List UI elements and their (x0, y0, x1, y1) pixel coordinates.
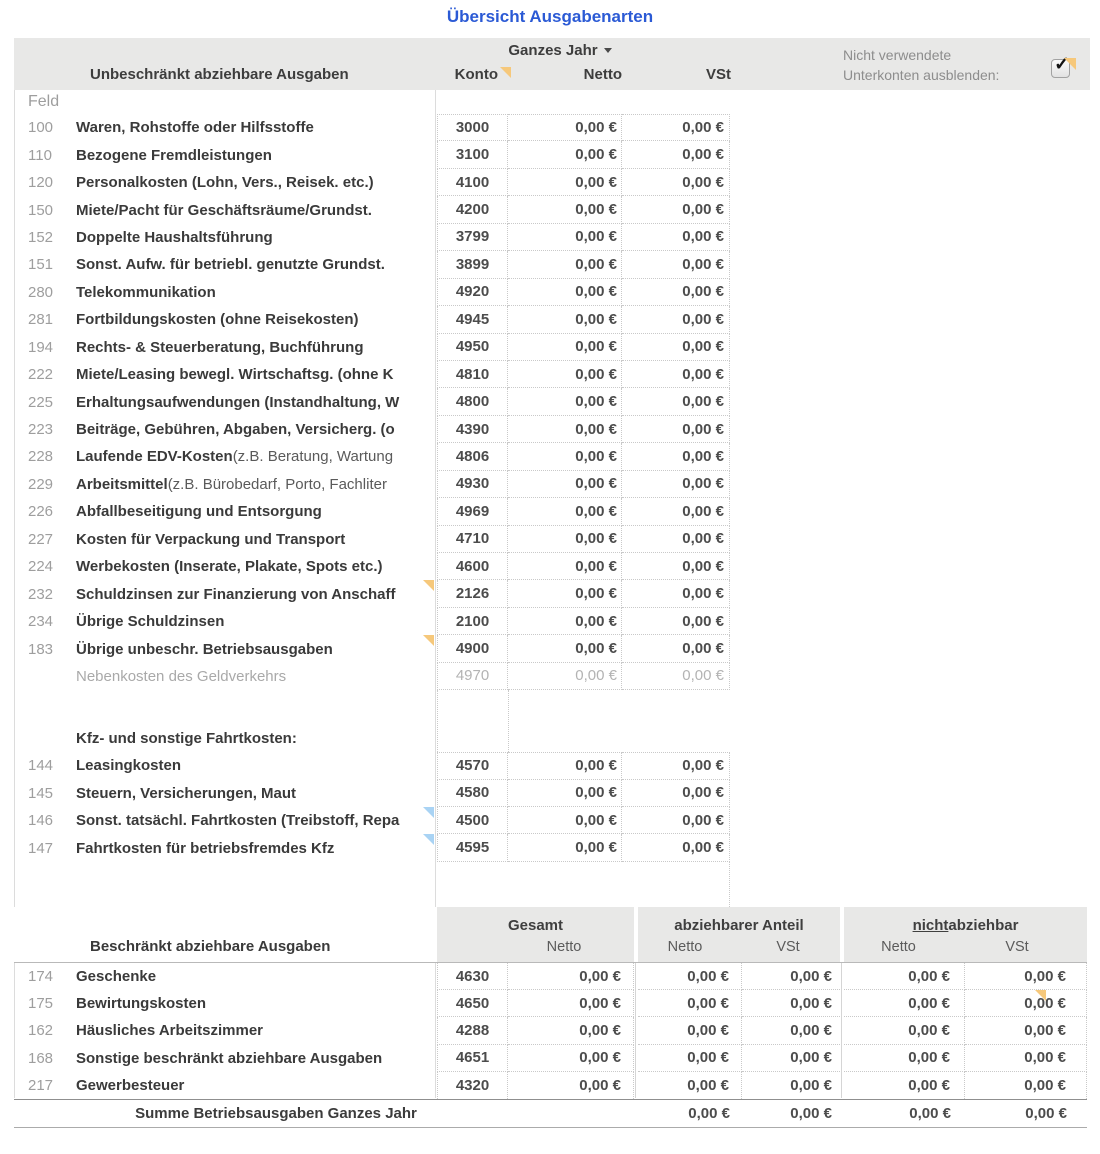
expense-label-text: Rechts- & Steuerberatung, Buchführung (76, 338, 364, 356)
nicht-netto-cell[interactable]: 0,00 € (844, 1017, 965, 1044)
konto-cell[interactable]: 4800 (437, 388, 508, 415)
netto-cell[interactable]: 0,00 € (508, 580, 622, 607)
comment-marker-icon (423, 834, 434, 845)
konto-cell[interactable]: 4390 (437, 416, 508, 443)
konto-cell[interactable]: 3100 (437, 141, 508, 168)
summary-nicht-vst: 0,00 € (1025, 1104, 1067, 1122)
expense-label-text: Telekommunikation (76, 283, 216, 301)
expense-label (62, 334, 437, 361)
expense-label (62, 963, 437, 990)
feld-number: 183 (28, 640, 54, 658)
expense-label-text: Doppelte Haushaltsführung (76, 228, 273, 246)
expense-label (62, 780, 437, 807)
gesamt-netto-cell[interactable]: 0,00 € (508, 963, 634, 990)
vst-cell[interactable]: 0,00 € (622, 553, 730, 580)
nicht-word: nicht (912, 917, 949, 934)
table-row (14, 251, 1090, 278)
vst-cell[interactable]: 0,00 € (622, 834, 730, 861)
dotted-divider (729, 862, 730, 907)
konto-cell[interactable]: 4288 (437, 1017, 508, 1044)
expense-label (62, 1017, 437, 1044)
abziehbar-word: abziehbar (948, 917, 1019, 934)
konto-cell[interactable]: 4810 (437, 361, 508, 388)
konto-cell[interactable]: 4900 (437, 635, 508, 662)
konto-cell[interactable]: 4930 (437, 471, 508, 498)
column-group-gesamt: Gesamt (507, 917, 564, 934)
expense-label (62, 361, 437, 388)
subheader-abziehbar-netto: Netto (667, 939, 703, 955)
feld-number: 120 (28, 174, 54, 192)
expense-label (62, 635, 437, 662)
table-row (14, 224, 1090, 251)
feld-number: 145 (28, 784, 54, 802)
expense-label (62, 224, 437, 251)
expense-label-text: Gewerbesteuer (76, 1076, 185, 1094)
expense-label (62, 443, 437, 470)
abziehbar-netto-cell[interactable]: 0,00 € (638, 963, 742, 990)
summary-label: Summe Betriebsausgaben Ganzes Jahr (135, 1104, 417, 1122)
column-group-nicht-abziehbar (844, 907, 1087, 934)
expense-label-text: Sonst. tatsächl. Fahrtkosten (Treibstoff, Repa (76, 812, 400, 830)
konto-cell[interactable]: 4969 (437, 498, 508, 525)
vst-cell[interactable]: 0,00 € (622, 279, 730, 306)
hide-unused-checkbox[interactable] (1051, 54, 1070, 78)
expense-label (62, 663, 437, 690)
vst-cell[interactable]: 0,00 € (622, 306, 730, 333)
column-header-vst: VSt (705, 66, 731, 83)
expense-label-text: Geschenke (76, 968, 157, 986)
hide-unused-line2: Unterkonten ausblenden: (843, 67, 1000, 83)
konto-cell[interactable]: 2100 (437, 608, 508, 635)
table-row (14, 498, 1090, 525)
nicht-netto-cell[interactable]: 0,00 € (844, 1072, 965, 1099)
checkmark-icon: ✓ (1054, 54, 1070, 75)
subheader-nicht-vst: VSt (1005, 939, 1029, 955)
feld-number: 232 (28, 585, 54, 603)
netto-cell[interactable]: 0,00 € (508, 334, 622, 361)
table-row (14, 663, 1090, 690)
feld-number: 175 (28, 995, 54, 1013)
feld-number: 280 (28, 283, 54, 301)
konto-cell[interactable]: 4650 (437, 990, 508, 1017)
expense-label-text: Abfallbeseitigung und Entsorgung (76, 503, 322, 521)
expense-label-text: Arbeitsmittel (76, 475, 168, 493)
vst-cell[interactable]: 0,00 € (622, 526, 730, 553)
expense-label-text: Kosten für Verpackung und Transport (76, 530, 346, 548)
abziehbar-vst-cell[interactable]: 0,00 € (742, 1017, 840, 1044)
vst-cell[interactable]: 0,00 € (622, 388, 730, 415)
vst-cell[interactable]: 0,00 € (622, 608, 730, 635)
feld-cell (14, 725, 62, 752)
expense-label (62, 141, 437, 168)
feld-number: 227 (28, 530, 54, 548)
section-gap (14, 690, 1090, 725)
table-row (14, 114, 1090, 141)
vst-cell[interactable]: 0,00 € (622, 334, 730, 361)
konto-cell[interactable]: 3799 (437, 224, 508, 251)
netto-cell[interactable]: 0,00 € (508, 114, 622, 141)
table-row (14, 1045, 1087, 1072)
table-row (14, 1072, 1087, 1099)
konto-header-label: Konto (454, 66, 498, 83)
vst-cell[interactable]: 0,00 € (622, 752, 730, 779)
hide-unused-label (843, 45, 999, 85)
comment-marker-icon (423, 635, 434, 646)
vst-cell[interactable]: 0,00 € (622, 780, 730, 807)
expense-label-text: Bezogene Fremdleistungen (76, 146, 272, 164)
konto-cell[interactable]: 2126 (437, 580, 508, 607)
table-row (14, 416, 1090, 443)
feld-number: 217 (28, 1076, 54, 1094)
expense-label (62, 990, 437, 1017)
abziehbar-vst-cell[interactable]: 0,00 € (742, 963, 840, 990)
column-group-abziehbar: abziehbarer Anteil (674, 917, 804, 934)
period-selector[interactable] (460, 42, 660, 59)
expense-label-text: Miete/Pacht für Geschäftsräume/Grundst. (76, 201, 372, 219)
gesamt-netto-cell[interactable]: 0,00 € (508, 990, 634, 1017)
expense-label (62, 834, 437, 861)
expense-label (62, 608, 437, 635)
expense-label-text: Waren, Rohstoffe oder Hilfsstoffe (76, 119, 314, 137)
table-row (14, 196, 1090, 223)
abziehbar-netto-cell[interactable]: 0,00 € (638, 1017, 742, 1044)
gesamt-header-block (437, 907, 634, 962)
table-row (14, 306, 1090, 333)
vst-cell[interactable]: 0,00 € (622, 416, 730, 443)
feld-number (14, 663, 62, 690)
table-row (14, 807, 1090, 834)
kfz-rows (14, 752, 1090, 862)
table-row (14, 1017, 1087, 1044)
expense-label (62, 196, 437, 223)
konto-cell[interactable]: 3000 (437, 114, 508, 141)
table-row (14, 443, 1090, 470)
netto-cell[interactable]: 0,00 € (508, 388, 622, 415)
expense-label (62, 807, 437, 834)
expense-label (62, 169, 437, 196)
table-row (14, 279, 1090, 306)
feld-number: 150 (28, 201, 54, 219)
kfz-section-header-row (14, 725, 1090, 752)
summary-abziehbar-vst: 0,00 € (790, 1104, 832, 1122)
netto-cell[interactable]: 0,00 € (508, 169, 622, 196)
page-title: Übersicht Ausgabenarten (446, 7, 654, 26)
expense-label-text: Sonst. Aufw. für betriebl. genutzte Grundst. (76, 256, 385, 274)
feld-number: 110 (28, 146, 52, 164)
konto-cell[interactable]: 4320 (437, 1072, 508, 1099)
table-row (14, 334, 1090, 361)
feld-number: 151 (28, 256, 54, 274)
netto-cell[interactable]: 0,00 € (508, 361, 622, 388)
konto-cell[interactable]: 4100 (437, 169, 508, 196)
table-row (14, 526, 1090, 553)
konto-cell[interactable]: 4945 (437, 306, 508, 333)
nicht-vst-cell[interactable]: 0,00 € (965, 963, 1087, 990)
subheader-nicht-netto: Netto (881, 939, 916, 955)
abziehbar-vst-cell[interactable]: 0,00 € (742, 990, 840, 1017)
konto-cell[interactable]: 4580 (437, 780, 508, 807)
netto-cell[interactable]: 0,00 € (508, 443, 622, 470)
expense-label-text: Häusliches Arbeitszimmer (76, 1022, 264, 1040)
netto-cell[interactable]: 0,00 € (508, 834, 622, 861)
feld-number: 225 (28, 393, 54, 411)
abziehbar-netto-cell[interactable]: 0,00 € (638, 1072, 742, 1099)
vst-cell[interactable]: 0,00 € (622, 361, 730, 388)
konto-cell[interactable]: 4200 (437, 196, 508, 223)
summary-abziehbar-netto: 0,00 € (688, 1104, 730, 1122)
feld-number: 147 (28, 839, 54, 857)
expense-label-text: Übrige Schuldzinsen (76, 613, 225, 631)
expense-label (62, 251, 437, 278)
feld-number: 223 (28, 421, 54, 439)
comment-marker-icon (423, 807, 434, 818)
vst-cell[interactable]: 0,00 € (622, 196, 730, 223)
abziehbar-netto-cell[interactable]: 0,00 € (638, 1045, 742, 1072)
table-row (14, 963, 1087, 990)
vst-cell[interactable]: 0,00 € (622, 663, 730, 690)
kfz-section-header: Kfz- und sonstige Fahrtkosten: (76, 729, 297, 747)
expense-label (62, 388, 437, 415)
table-row (14, 834, 1090, 861)
netto-cell[interactable]: 0,00 € (508, 196, 622, 223)
subheader-abziehbar-vst: VSt (776, 939, 800, 955)
vst-cell[interactable]: 0,00 € (622, 580, 730, 607)
expense-label (62, 553, 437, 580)
feld-number: 162 (28, 1022, 54, 1040)
table-row (14, 780, 1090, 807)
vst-cell[interactable]: 0,00 € (622, 169, 730, 196)
expense-label-text: Personalkosten (Lohn, Vers., Reisek. etc.) (76, 174, 374, 192)
vst-cell[interactable]: 0,00 € (622, 635, 730, 662)
feld-number: 194 (28, 338, 54, 356)
unrestricted-rows (14, 114, 1090, 690)
summary-nicht-netto: 0,00 € (909, 1104, 951, 1122)
feld-number: 281 (28, 311, 54, 329)
column-header-konto (428, 66, 498, 83)
comment-marker-icon (1035, 990, 1046, 1001)
vst-cell[interactable]: 0,00 € (622, 114, 730, 141)
gesamt-netto-cell[interactable]: 0,00 € (508, 1017, 634, 1044)
table-row (14, 388, 1090, 415)
netto-cell[interactable]: 0,00 € (508, 663, 622, 690)
gesamt-netto-cell[interactable]: 0,00 € (508, 1045, 634, 1072)
konto-cell[interactable]: 4950 (437, 334, 508, 361)
feld-number: 234 (28, 613, 54, 631)
netto-cell[interactable]: 0,00 € (508, 471, 622, 498)
konto-cell[interactable]: 4500 (437, 807, 508, 834)
expense-label (62, 526, 437, 553)
konto-cell[interactable]: 4710 (437, 526, 508, 553)
abziehbar-netto-cell[interactable]: 0,00 € (638, 990, 742, 1017)
netto-cell[interactable]: 0,00 € (508, 553, 622, 580)
konto-cell[interactable]: 4970 (437, 663, 508, 690)
netto-cell[interactable]: 0,00 € (508, 752, 622, 779)
table-row (14, 580, 1090, 607)
column-header-restricted: Beschränkt abziehbare Ausgaben (90, 938, 331, 955)
restricted-expenses-table (14, 907, 1087, 1128)
expense-label (62, 114, 437, 141)
table-row (14, 141, 1090, 168)
expense-label-text: Werbekosten (Inserate, Plakate, Spots etc.) (76, 558, 383, 576)
expense-label-text: Miete/Leasing bewegl. Wirtschaftsg. (ohne K (76, 366, 394, 384)
netto-cell[interactable]: 0,00 € (508, 635, 622, 662)
netto-cell[interactable]: 0,00 € (508, 780, 622, 807)
expense-label (62, 1072, 437, 1099)
expense-label-note: (z.B. Bürobedarf, Porto, Fachliter (167, 475, 387, 493)
expense-label-text: Fahrtkosten für betriebsfremdes Kfz (76, 839, 335, 857)
feld-number: 222 (28, 366, 54, 384)
feld-number: 144 (28, 757, 54, 775)
konto-cell[interactable]: 4595 (437, 834, 508, 861)
expense-label-text: Beiträge, Gebühren, Abgaben, Versicherg. (o (76, 421, 395, 439)
feld-number: 228 (28, 448, 54, 466)
expense-label (62, 306, 437, 333)
nicht-abziehbar-header-block (844, 907, 1087, 962)
expense-label (62, 1045, 437, 1072)
netto-cell[interactable]: 0,00 € (508, 141, 622, 168)
feld-number: 174 (28, 968, 54, 986)
table-row (14, 990, 1087, 1017)
netto-cell[interactable]: 0,00 € (508, 807, 622, 834)
table-row (14, 361, 1090, 388)
abziehbar-header-block (638, 907, 840, 962)
gesamt-netto-cell[interactable]: 0,00 € (508, 1072, 634, 1099)
feld-number: 224 (28, 558, 54, 576)
feld-number: 226 (28, 503, 54, 521)
netto-cell[interactable]: 0,00 € (508, 608, 622, 635)
konto-cell[interactable]: 3899 (437, 251, 508, 278)
abziehbar-vst-cell[interactable]: 0,00 € (790, 1076, 832, 1094)
vst-cell[interactable]: 0,00 € (622, 807, 730, 834)
table-row (14, 169, 1090, 196)
nicht-netto-cell[interactable]: 0,00 € (844, 963, 965, 990)
expense-label-text: Bewirtungskosten (76, 995, 207, 1013)
vst-cell[interactable]: 0,00 € (622, 141, 730, 168)
konto-cell[interactable]: 4570 (437, 752, 508, 779)
period-selector-label: Ganzes Jahr (508, 42, 598, 59)
nicht-vst-cell[interactable]: 0,00 € (965, 990, 1087, 1017)
table-row (14, 553, 1090, 580)
column-header-unrestricted: Unbeschränkt abziehbare Ausgaben (90, 66, 349, 83)
expense-label (62, 580, 437, 607)
konto-cell[interactable]: 4806 (437, 443, 508, 470)
konto-cell[interactable]: 4600 (437, 553, 508, 580)
expense-label-text: Fortbildungskosten (ohne Reisekosten) (76, 311, 359, 329)
expense-label-text: Übrige unbeschr. Betriebsausgaben (76, 640, 333, 658)
vst-cell[interactable]: 0,00 € (622, 443, 730, 470)
feld-number: 100 (28, 119, 54, 137)
expense-label-text: Leasingkosten (76, 757, 182, 775)
nicht-vst-cell[interactable]: 0,00 € (965, 1045, 1087, 1072)
table-row (14, 608, 1090, 635)
hide-unused-line1: Nicht verwendete (843, 47, 952, 63)
expense-label (62, 279, 437, 306)
vst-cell[interactable]: 0,00 € (622, 498, 730, 525)
expense-label (62, 498, 437, 525)
column-header-netto: Netto (583, 66, 622, 83)
vst-cell[interactable]: 0,00 € (622, 224, 730, 251)
comment-marker-icon (1064, 58, 1076, 70)
feld-number: 146 (28, 812, 54, 830)
netto-cell[interactable]: 0,00 € (508, 224, 622, 251)
expense-label (62, 471, 437, 498)
feld-number: 152 (28, 228, 54, 246)
expense-label-text: Schuldzinsen zur Finanzierung von Anschaff (76, 585, 396, 603)
netto-cell[interactable]: 0,00 € (508, 306, 622, 333)
expense-label-text: Laufende EDV-Kosten (76, 448, 233, 466)
expense-label-text: Nebenkosten des Geldverkehrs (76, 667, 287, 685)
table-row (14, 471, 1090, 498)
nicht-netto-cell[interactable]: 0,00 € (844, 990, 965, 1017)
vst-cell[interactable]: 0,00 € (622, 471, 730, 498)
chevron-down-icon (604, 48, 612, 53)
konto-cell[interactable]: 4651 (437, 1045, 508, 1072)
unrestricted-expenses-table (14, 90, 1090, 862)
table-row (14, 635, 1090, 662)
expense-label (62, 752, 437, 779)
expense-label-note: (z.B. Beratung, Wartung (232, 448, 394, 466)
summary-row (14, 1099, 1087, 1128)
netto-cell[interactable]: 0,00 € (508, 279, 622, 306)
feld-header-row (14, 90, 1090, 114)
table-header-band (14, 38, 1090, 90)
nicht-netto-cell[interactable]: 0,00 € (844, 1045, 965, 1072)
vst-cell[interactable]: 0,00 € (622, 251, 730, 278)
konto-cell[interactable]: 4920 (437, 279, 508, 306)
netto-cell[interactable]: 0,00 € (508, 416, 622, 443)
feld-number: 229 (28, 475, 54, 493)
comment-marker-icon (423, 580, 434, 591)
abziehbar-vst-cell[interactable]: 0,00 € (742, 1045, 840, 1072)
nicht-vst-cell[interactable]: 0,00 € (965, 1017, 1087, 1044)
table-row (14, 752, 1090, 779)
expense-label-text: Sonstige beschränkt abziehbare Ausgaben (76, 1049, 383, 1067)
nicht-vst-cell[interactable]: 0,00 € (965, 1072, 1087, 1099)
subheader-gesamt-netto: Netto (546, 939, 582, 955)
expense-label (62, 416, 437, 443)
expense-label-text: Erhaltungsaufwendungen (Instandhaltung, W (76, 393, 400, 411)
expense-label-text: Steuern, Versicherungen, Maut (76, 784, 297, 802)
feld-number: 168 (28, 1049, 54, 1067)
konto-cell[interactable]: 4630 (437, 963, 508, 990)
netto-cell[interactable]: 0,00 € (508, 498, 622, 525)
netto-cell[interactable]: 0,00 € (508, 526, 622, 553)
feld-column-label: Feld (28, 93, 60, 110)
netto-cell[interactable]: 0,00 € (508, 251, 622, 278)
